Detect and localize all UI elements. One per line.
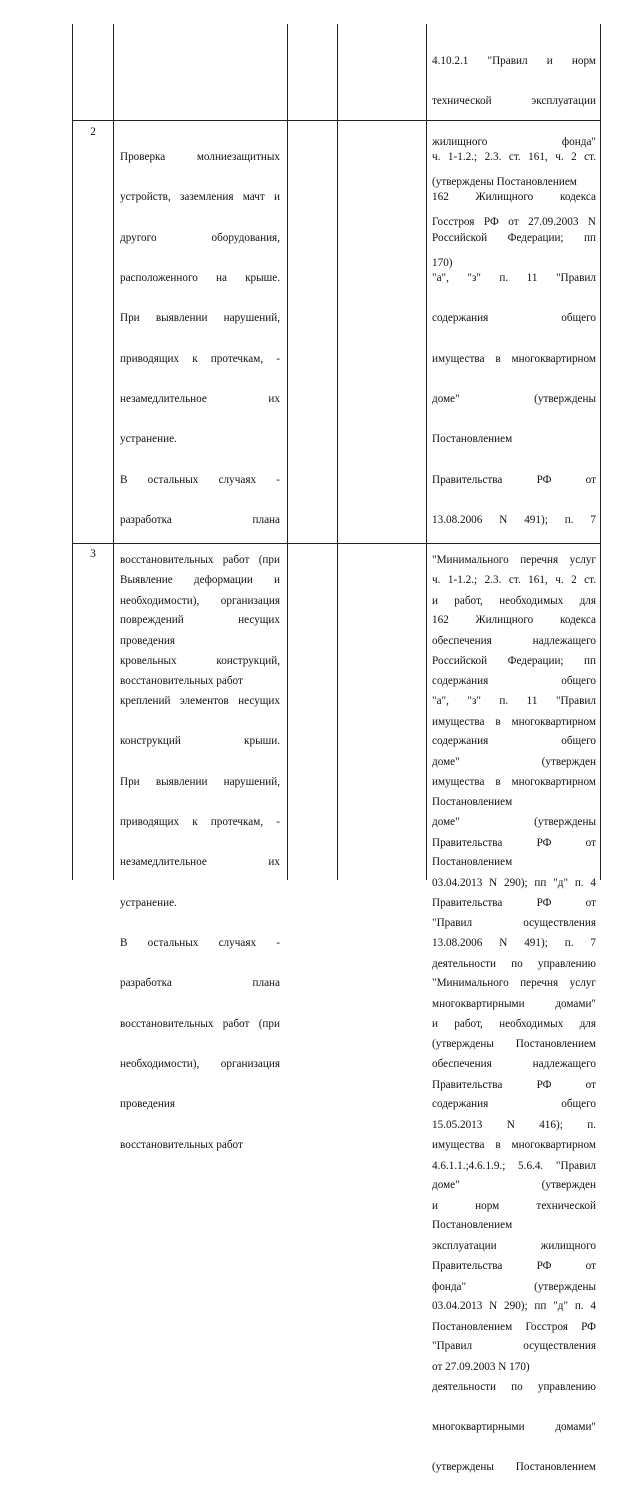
- text-line: и работ, необходимых для: [432, 594, 596, 607]
- text-line: В остальных случаях -: [120, 937, 280, 949]
- text-line: 162 Жилищного кодекса: [432, 191, 596, 204]
- table-border-left: [72, 24, 73, 880]
- text-line: необходимости), организация: [120, 594, 280, 607]
- text-line: имущества в многоквартирном: [432, 352, 596, 365]
- text-line: Госстроя РФ от 27.09.2003 N: [432, 216, 596, 229]
- text-line: устранение.: [120, 896, 177, 909]
- text-line: доме" (утверждены: [432, 815, 596, 828]
- text-line: от 27.09.2003 N 170): [432, 1361, 530, 1374]
- text-line: приводящих к протечкам, -: [120, 815, 280, 828]
- text-line: и норм технической: [432, 1199, 596, 1212]
- text-line: приводящих к протечкам, -: [120, 352, 280, 365]
- text-line: "а", "з" п. 11 "Правил: [432, 271, 596, 284]
- text-line: Российской Федерации; пп: [432, 654, 596, 667]
- text-line: Российской Федерации; пп: [432, 231, 596, 244]
- text-line: проведения: [120, 1098, 175, 1111]
- text-line: имущества в многоквартирном: [432, 1138, 596, 1151]
- text-line: ч. 1-1.2.; 2.3. ст. 161, ч. 2 ст.: [432, 573, 596, 586]
- text-line: "Правил осуществления: [432, 917, 596, 930]
- text-line: содержания общего: [432, 675, 596, 688]
- table-border-right: [600, 24, 601, 880]
- column-divider-3: [337, 24, 338, 880]
- text-line: Постановлением: [432, 796, 513, 809]
- text-line: имущества в многоквартирном: [432, 775, 596, 788]
- text-line: деятельности по управлению: [432, 957, 596, 970]
- text-line: обеспечения надлежащего: [432, 1058, 596, 1071]
- text-line: повреждений несущих: [120, 614, 280, 627]
- text-line: ч. 1-1.2.; 2.3. ст. 161, ч. 2 ст.: [432, 150, 596, 163]
- text-line: Постановлением: [432, 856, 513, 869]
- text-line: (утверждены Постановлением: [432, 1038, 596, 1051]
- text-line: конструкций крыши.: [120, 735, 280, 748]
- text-line: При выявлении нарушений,: [120, 312, 280, 325]
- text-line: разработка плана: [120, 977, 280, 990]
- text-line: необходимости), организация: [120, 1058, 280, 1071]
- text-line: содержания общего: [432, 312, 596, 325]
- text-line: (утверждены Постановлением: [432, 175, 577, 188]
- text-line: обеспечения надлежащего: [432, 635, 596, 648]
- text-line: проведения: [120, 635, 175, 648]
- text-line: В остальных случаях -: [120, 473, 280, 486]
- text-line: устранение.: [120, 433, 177, 446]
- text-line: "Минимального перечня услуг: [432, 977, 596, 990]
- text-line: 13.08.2006 N 491); п. 7: [432, 937, 596, 949]
- text-line: 03.04.2013 N 290); пп "д" п. 4: [432, 1300, 596, 1313]
- text-line: содержания общего: [432, 1098, 596, 1111]
- text-line: "Минимального перечня услуг: [432, 554, 596, 567]
- text-line: Проверка молниезащитных: [120, 150, 280, 163]
- text-line: восстановительных работ: [120, 1138, 243, 1151]
- text-line: Постановлением: [432, 433, 513, 446]
- text-line: "а", "з" п. 11 "Правил: [432, 694, 596, 707]
- text-line: другого оборудования,: [120, 231, 280, 244]
- text-line: кровельных конструкций,: [120, 654, 280, 667]
- text-line: При выявлении нарушений,: [120, 775, 280, 788]
- text-line: 4.6.1.1.;4.6.1.9.; 5.6.4. "Правил: [432, 1159, 596, 1172]
- text-line: многоквартирными домами": [432, 998, 596, 1011]
- text-line: креплений элементов несущих: [120, 694, 280, 707]
- text-line: многоквартирными домами": [432, 1421, 596, 1434]
- text-line: технической эксплуатации: [432, 95, 596, 108]
- text-line: незамедлительное их: [120, 856, 280, 869]
- text-line: Правительства РФ от: [432, 473, 596, 486]
- text-line: Постановлением Госстроя РФ: [432, 1320, 596, 1333]
- row-number: 2: [90, 126, 96, 138]
- text-line: 03.04.2013 N 290); пп "д" п. 4: [432, 877, 596, 890]
- text-line: деятельности по управлению: [432, 1380, 596, 1393]
- text-line: 15.05.2013 N 416); п.: [432, 1119, 596, 1132]
- text-line: расположенного на крыше.: [120, 271, 280, 284]
- text-line: доме" (утвержден: [432, 1179, 596, 1192]
- text-line: восстановительных работ: [120, 675, 243, 688]
- text-line: Выявление деформации и: [120, 573, 280, 586]
- text-line: разработка плана: [120, 514, 280, 526]
- text-line: 170): [432, 256, 453, 269]
- text-line: Правительства РФ от: [432, 1078, 596, 1091]
- text-line: 13.08.2006 N 491); п. 7: [432, 514, 596, 526]
- column-divider-1: [113, 24, 114, 880]
- text-line: незамедлительное их: [120, 392, 280, 405]
- work-description-cell: [120, 547, 280, 1179]
- text-line: Правительства РФ от: [432, 836, 596, 849]
- text-line: устройств, заземления мачт и: [120, 191, 280, 204]
- column-divider-4: [426, 24, 427, 880]
- text-line: восстановительных работ (при: [120, 1017, 280, 1030]
- text-line: фонда" (утверждены: [432, 1280, 596, 1293]
- legal-basis-cell: [432, 547, 596, 1502]
- text-line: и работ, необходимых для: [432, 1017, 596, 1030]
- text-line: Постановлением: [432, 1219, 513, 1232]
- text-line: доме" (утверждены: [432, 392, 596, 405]
- text-line: содержания общего: [432, 735, 596, 748]
- column-divider-2: [287, 24, 288, 880]
- row-number: 3: [90, 548, 96, 560]
- text-line: эксплуатации жилищного: [432, 1240, 596, 1253]
- text-line: доме" (утвержден: [432, 756, 596, 769]
- text-line: жилищного фонда": [432, 135, 596, 148]
- text-line: Правительства РФ от: [432, 896, 596, 909]
- text-line: имущества в многоквартирном: [432, 715, 596, 728]
- text-line: "Правил осуществления: [432, 1340, 596, 1353]
- text-line: восстановительных работ (при: [120, 554, 280, 567]
- text-line: 162 Жилищного кодекса: [432, 614, 596, 627]
- text-line: 4.10.2.1 "Правил и норм: [432, 54, 596, 67]
- text-line: Правительства РФ от: [432, 1259, 596, 1272]
- text-line: (утверждены Постановлением: [432, 1461, 596, 1474]
